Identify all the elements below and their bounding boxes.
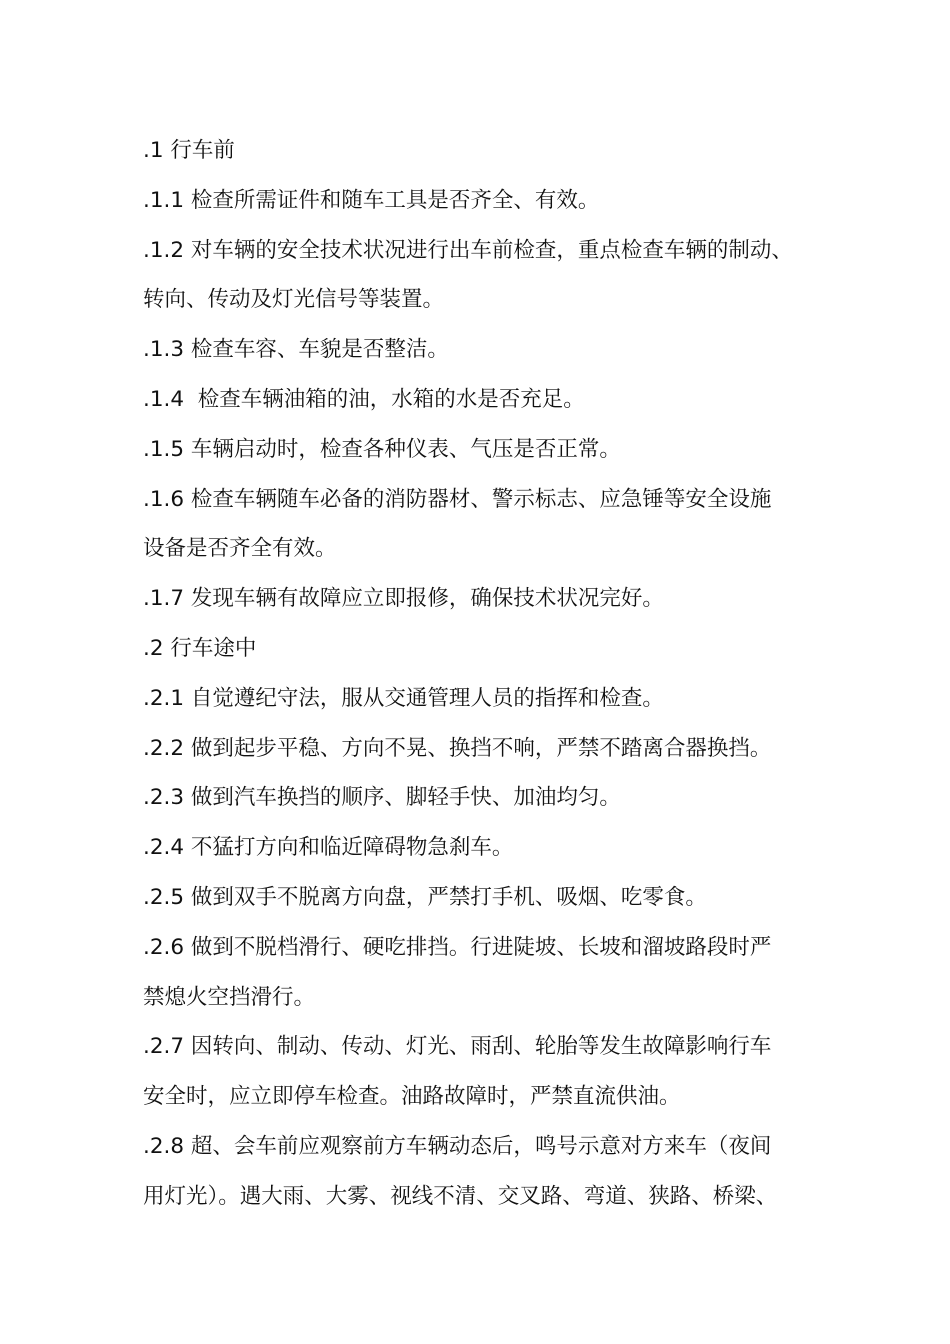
- document-body: [143, 126, 833, 1222]
- paragraph-line: .1.1 检查所需证件和随车工具是否齐全、有效。: [143, 187, 600, 213]
- paragraph-line: .2.2 做到起步平稳、方向不晃、换挡不响，严禁不踏离合器换挡。: [143, 735, 772, 761]
- paragraph-line: .2.3 做到汽车换挡的顺序、脚轻手快、加油均匀。: [143, 785, 621, 811]
- paragraph-line: 设备是否齐全有效。: [143, 536, 337, 562]
- paragraph-line: .2.8 超、会车前应观察前方车辆动态后，鸣号示意对方来车（夜间: [143, 1133, 772, 1159]
- paragraph-line: .1.2 对车辆的安全技术状况进行出车前检查，重点检查车辆的制动、: [143, 237, 793, 263]
- paragraph-line: 转向、传动及灯光信号等装置。: [143, 287, 445, 313]
- paragraph-line: .1.4 检查车辆油箱的油，水箱的水是否充足。: [143, 386, 585, 412]
- paragraph-line: 用灯光）。遇大雨、大雾、视线不清、交叉路、弯道、狭路、桥梁、: [143, 1183, 778, 1209]
- section-heading-1: .1 行车前: [143, 138, 235, 163]
- paragraph-line: 安全时，应立即停车检查。油路故障时，严禁直流供油。: [143, 1084, 681, 1110]
- paragraph-line: .1.7 发现车辆有故障应立即报修，确保技术状况完好。: [143, 586, 664, 612]
- paragraph-line: .1.5 车辆启动时，检查各种仪表、气压是否正常。: [143, 436, 621, 462]
- paragraph-line: .2.6 做到不脱档滑行、硬吃排挡。行进陡坡、长坡和溜坡路段时严: [143, 934, 772, 960]
- paragraph-line: .2.7 因转向、制动、传动、灯光、雨刮、轮胎等发生故障影响行车: [143, 1034, 772, 1060]
- section-heading-2: .2 行车途中: [143, 635, 257, 661]
- paragraph-line: .2.1 自觉遵纪守法，服从交通管理人员的指挥和检查。: [143, 685, 664, 711]
- paragraph-line: .2.4 不猛打方向和临近障碍物急刹车。: [143, 835, 514, 861]
- paragraph-line: .1.3 检查车容、车貌是否整洁。: [143, 337, 449, 363]
- paragraph-line: .1.6 检查车辆随车必备的消防器材、警示标志、应急锤等安全设施: [143, 486, 772, 512]
- paragraph-line: .2.5 做到双手不脱离方向盘，严禁打手机、吸烟、吃零食。: [143, 884, 707, 910]
- paragraph-line: 禁熄火空挡滑行。: [143, 984, 316, 1010]
